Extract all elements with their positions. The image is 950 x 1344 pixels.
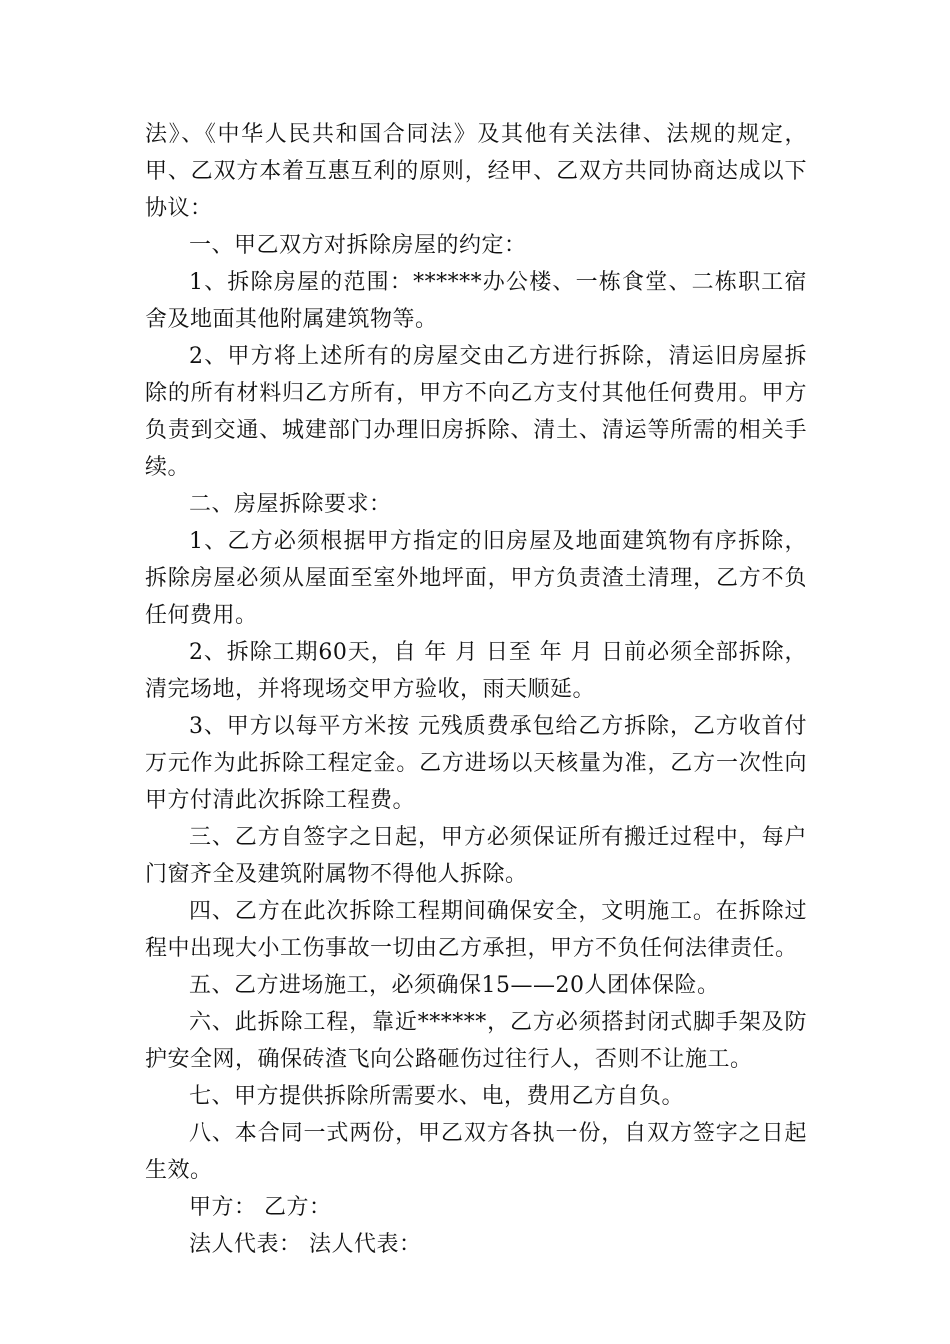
- clause-1-2: 2、甲方将上述所有的房屋交由乙方进行拆除，清运旧房屋拆除的所有材料归乙方所有，甲方不向乙方支付其他任何费用。甲方负责到交通、城建部门办理旧房拆除、清土、清运等所需的相关手续。: [145, 344, 807, 480]
- section-4: 四、乙方在此次拆除工程期间确保安全，文明施工。在拆除过程中出现大小工伤事故一切由乙方承担，甲方不负任何法律责任。: [145, 899, 807, 961]
- section-heading-1: 一、甲乙双方对拆除房屋的约定：: [189, 233, 527, 258]
- section-7: 七、甲方提供拆除所需要水、电，费用乙方自负。: [189, 1084, 685, 1109]
- clause-2-1: 1、乙方必须根据甲方指定的旧房屋及地面建筑物有序拆除，拆除房屋必须从屋面至室外地坪面，甲方负责渣土清理，乙方不负任何费用。: [145, 529, 807, 628]
- clause-2-3: 3、甲方以每平方米按 元残质费承包给乙方拆除，乙方收首付 万元作为此拆除工程定金。乙方进场以天核量为准，乙方一次性向甲方付清此次拆除工程费。: [145, 714, 807, 813]
- clause-2-2: 2、拆除工期60天，自 年 月 日至 年 月 日前必须全部拆除，清完场地，并将现场交甲方验收，雨天顺延。: [145, 640, 807, 702]
- signature-legal-representatives: 法人代表： 法人代表：: [189, 1232, 422, 1257]
- section-3: 三、乙方自签字之日起，甲方必须保证所有搬迁过程中，每户门窗齐全及建筑附属物不得他人拆除。: [145, 825, 807, 887]
- clause-1-1: 1、拆除房屋的范围：******办公楼、一栋食堂、二栋职工宿舍及地面其他附属建筑物等。: [145, 270, 807, 332]
- section-6: 六、此拆除工程，靠近******，乙方必须搭封闭式脚手架及防护安全网，确保砖渣飞向公路砸伤过往行人，否则不让施工。: [145, 1010, 807, 1072]
- section-5: 五、乙方进场施工，必须确保15——20人团体保险。: [189, 973, 720, 998]
- section-heading-2: 二、房屋拆除要求：: [189, 492, 392, 517]
- signature-parties: 甲方： 乙方：: [189, 1195, 332, 1220]
- document-body: [145, 116, 807, 1263]
- section-8: 八、本合同一式两份，甲乙双方各执一份，自双方签字之日起生效。: [145, 1121, 807, 1183]
- paragraph-intro-continuation: 法》、《中华人民共和国合同法》及其他有关法律、法规的规定，甲、乙双方本着互惠互利的原则，经甲、乙双方共同协商达成以下协议：: [145, 122, 807, 221]
